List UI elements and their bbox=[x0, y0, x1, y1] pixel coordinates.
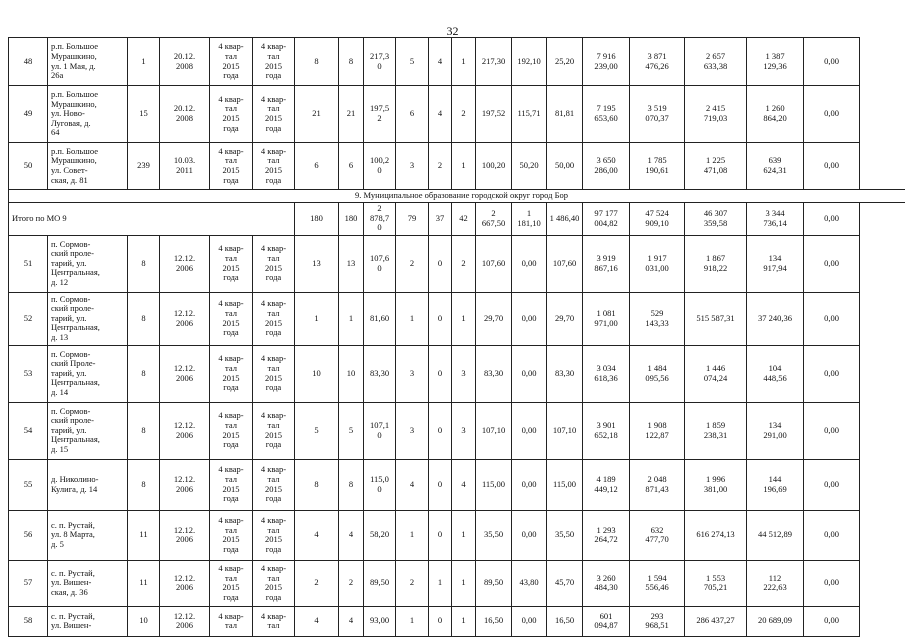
cell-m: 616 274,13 bbox=[685, 510, 747, 560]
cell-a: 15 bbox=[128, 86, 160, 143]
cell-c: 4 bbox=[339, 606, 364, 636]
cell-i: 0,00 bbox=[512, 459, 547, 510]
section-row bbox=[9, 190, 905, 203]
cell-e: 3 bbox=[396, 345, 429, 402]
cell-k: 4 189 449,12 bbox=[583, 459, 630, 510]
cell-g: 1 bbox=[452, 606, 476, 636]
cell-j: 107,60 bbox=[547, 235, 583, 292]
cell-o: 0,00 bbox=[804, 510, 860, 560]
cell-b: 13 bbox=[295, 235, 339, 292]
cell-m: 1 225 471,08 bbox=[685, 143, 747, 190]
cell-c: 4 bbox=[339, 510, 364, 560]
cell-b: 2 bbox=[295, 560, 339, 606]
cell-c: 8 bbox=[339, 459, 364, 510]
cell-q1: 4 квар- тал 2015 года bbox=[210, 235, 253, 292]
cell-j: 81,81 bbox=[547, 86, 583, 143]
cell-o: 0,00 bbox=[804, 292, 860, 345]
cell-f: 0 bbox=[429, 292, 452, 345]
section-title: 9. Муниципальное образование городской округ город Бор bbox=[9, 190, 905, 203]
cell-q1: 4 квар- тал 2015 года bbox=[210, 560, 253, 606]
cell-q2: 4 квар- тал 2015 года bbox=[253, 345, 295, 402]
cell-j: 115,00 bbox=[547, 459, 583, 510]
cell-m: 1 553 705,21 bbox=[685, 560, 747, 606]
cell-q1: 4 квар- тал 2015 года bbox=[210, 345, 253, 402]
cell-q1: 4 квар- тал bbox=[210, 606, 253, 636]
cell-c: 10 bbox=[339, 345, 364, 402]
cell-k: 3 260 484,30 bbox=[583, 560, 630, 606]
cell-f: 0 bbox=[429, 459, 452, 510]
cell-l: 47 524 909,10 bbox=[630, 202, 685, 235]
cell-f: 4 bbox=[429, 38, 452, 86]
cell-f: 0 bbox=[429, 402, 452, 459]
housing-program-table bbox=[8, 37, 905, 637]
cell-c: 6 bbox=[339, 143, 364, 190]
cell-o: 0,00 bbox=[804, 560, 860, 606]
cell-c: 5 bbox=[339, 402, 364, 459]
cell-i: 1 181,10 bbox=[512, 202, 547, 235]
cell-q1: 4 квар- тал 2015 года bbox=[210, 510, 253, 560]
cell-n: 1 387 129,36 bbox=[747, 38, 804, 86]
cell-h: 107,10 bbox=[476, 402, 512, 459]
cell-addr: с. п. Рустай, ул. Вишен- ская, д. 36 bbox=[48, 560, 128, 606]
cell-g: 1 bbox=[452, 143, 476, 190]
cell-f: 0 bbox=[429, 606, 452, 636]
cell-l: 1 484 095,56 bbox=[630, 345, 685, 402]
cell-m: 2 657 633,38 bbox=[685, 38, 747, 86]
cell-m: 1 867 918,22 bbox=[685, 235, 747, 292]
total-row bbox=[9, 202, 905, 235]
cell-no: 54 bbox=[9, 402, 48, 459]
cell-q1: 4 квар- тал 2015 года bbox=[210, 143, 253, 190]
cell-f: 0 bbox=[429, 510, 452, 560]
table-row bbox=[9, 235, 905, 292]
cell-l: 3 871 476,26 bbox=[630, 38, 685, 86]
cell-a: 239 bbox=[128, 143, 160, 190]
cell-d: 89,50 bbox=[364, 560, 396, 606]
cell-e: 3 bbox=[396, 143, 429, 190]
cell-f: 37 bbox=[429, 202, 452, 235]
cell-h: 89,50 bbox=[476, 560, 512, 606]
cell-c: 8 bbox=[339, 38, 364, 86]
cell-o: 0,00 bbox=[804, 235, 860, 292]
cell-i: 43,80 bbox=[512, 560, 547, 606]
cell-n: 112 222,63 bbox=[747, 560, 804, 606]
cell-b: 180 bbox=[295, 202, 339, 235]
cell-q2: 4 квар- тал 2015 года bbox=[253, 402, 295, 459]
cell-e: 79 bbox=[396, 202, 429, 235]
cell-e: 1 bbox=[396, 606, 429, 636]
cell-i: 0,00 bbox=[512, 510, 547, 560]
cell-addr: р.п. Большое Мурашкино, ул. Ново- Луговая, д. 64 bbox=[48, 86, 128, 143]
cell-b: 4 bbox=[295, 510, 339, 560]
cell-n: 104 448,56 bbox=[747, 345, 804, 402]
cell-addr: п. Сормов- ский проле- тарий, ул. Центральная, д. 12 bbox=[48, 235, 128, 292]
page-number: 32 bbox=[446, 24, 459, 38]
cell-i: 50,20 bbox=[512, 143, 547, 190]
cell-l: 1 594 556,46 bbox=[630, 560, 685, 606]
cell-h: 197,52 bbox=[476, 86, 512, 143]
cell-l: 632 477,70 bbox=[630, 510, 685, 560]
cell-j: 107,10 bbox=[547, 402, 583, 459]
cell-j: 83,30 bbox=[547, 345, 583, 402]
cell-b: 5 bbox=[295, 402, 339, 459]
cell-i: 192,10 bbox=[512, 38, 547, 86]
cell-date: 12.12. 2006 bbox=[160, 402, 210, 459]
cell-f: 2 bbox=[429, 143, 452, 190]
cell-k: 7 916 239,00 bbox=[583, 38, 630, 86]
cell-addr: с. п. Рустай, ул. 8 Марта, д. 5 bbox=[48, 510, 128, 560]
cell-k: 3 650 286,00 bbox=[583, 143, 630, 190]
cell-q2: 4 квар- тал 2015 года bbox=[253, 560, 295, 606]
cell-l: 2 048 871,43 bbox=[630, 459, 685, 510]
cell-h: 217,30 bbox=[476, 38, 512, 86]
cell-d: 2 878,7 0 bbox=[364, 202, 396, 235]
cell-h: 107,60 bbox=[476, 235, 512, 292]
cell-k: 97 177 004,82 bbox=[583, 202, 630, 235]
cell-q1: 4 квар- тал 2015 года bbox=[210, 292, 253, 345]
cell-h: 83,30 bbox=[476, 345, 512, 402]
cell-e: 3 bbox=[396, 402, 429, 459]
cell-d: 100,2 0 bbox=[364, 143, 396, 190]
cell-h: 16,50 bbox=[476, 606, 512, 636]
cell-a: 8 bbox=[128, 345, 160, 402]
cell-o: 0,00 bbox=[804, 86, 860, 143]
cell-no: 53 bbox=[9, 345, 48, 402]
cell-e: 5 bbox=[396, 38, 429, 86]
cell-k: 1 081 971,00 bbox=[583, 292, 630, 345]
cell-d: 107,6 0 bbox=[364, 235, 396, 292]
cell-addr: п. Сормов- ский Проле- тарий, ул. Центральная, д. 14 bbox=[48, 345, 128, 402]
cell-date: 12.12. 2006 bbox=[160, 235, 210, 292]
cell-d: 83,30 bbox=[364, 345, 396, 402]
cell-o: 0,00 bbox=[804, 143, 860, 190]
cell-n: 639 624,31 bbox=[747, 143, 804, 190]
cell-q2: 4 квар- тал 2015 года bbox=[253, 510, 295, 560]
cell-g: 1 bbox=[452, 38, 476, 86]
cell-g: 3 bbox=[452, 402, 476, 459]
cell-c: 21 bbox=[339, 86, 364, 143]
cell-m: 2 415 719,03 bbox=[685, 86, 747, 143]
cell-addr: р.п. Большое Мурашкино, ул. 1 Мая, д. 26а bbox=[48, 38, 128, 86]
cell-g: 3 bbox=[452, 345, 476, 402]
cell-d: 93,00 bbox=[364, 606, 396, 636]
cell-i: 0,00 bbox=[512, 345, 547, 402]
table-row bbox=[9, 459, 905, 510]
cell-no: 50 bbox=[9, 143, 48, 190]
cell-no: 52 bbox=[9, 292, 48, 345]
cell-q1: 4 квар- тал 2015 года bbox=[210, 402, 253, 459]
cell-q1: 4 квар- тал 2015 года bbox=[210, 86, 253, 143]
cell-h: 29,70 bbox=[476, 292, 512, 345]
cell-g: 1 bbox=[452, 292, 476, 345]
cell-o: 0,00 bbox=[804, 38, 860, 86]
total-label: Итого по МО 9 bbox=[9, 202, 295, 235]
cell-c: 1 bbox=[339, 292, 364, 345]
cell-b: 8 bbox=[295, 38, 339, 86]
cell-o: 0,00 bbox=[804, 202, 860, 235]
cell-b: 4 bbox=[295, 606, 339, 636]
cell-q2: 4 квар- тал 2015 года bbox=[253, 143, 295, 190]
table-row bbox=[9, 292, 905, 345]
cell-addr: п. Сормов- ский проле- тарий, ул. Центральная, д. 15 bbox=[48, 402, 128, 459]
cell-l: 1 908 122,87 bbox=[630, 402, 685, 459]
cell-k: 3 034 618,36 bbox=[583, 345, 630, 402]
table-row bbox=[9, 143, 905, 190]
cell-k: 3 919 867,16 bbox=[583, 235, 630, 292]
cell-date: 10.03. 2011 bbox=[160, 143, 210, 190]
cell-g: 1 bbox=[452, 510, 476, 560]
table-row bbox=[9, 510, 905, 560]
cell-date: 12.12. 2006 bbox=[160, 510, 210, 560]
cell-n: 3 344 736,14 bbox=[747, 202, 804, 235]
cell-e: 1 bbox=[396, 510, 429, 560]
cell-addr: д. Николино- Кулига, д. 14 bbox=[48, 459, 128, 510]
cell-c: 180 bbox=[339, 202, 364, 235]
cell-g: 42 bbox=[452, 202, 476, 235]
table-row bbox=[9, 402, 905, 459]
cell-f: 1 bbox=[429, 560, 452, 606]
cell-h: 100,20 bbox=[476, 143, 512, 190]
cell-g: 2 bbox=[452, 235, 476, 292]
table-row bbox=[9, 560, 905, 606]
cell-d: 217,3 0 bbox=[364, 38, 396, 86]
cell-b: 1 bbox=[295, 292, 339, 345]
cell-i: 115,71 bbox=[512, 86, 547, 143]
cell-o: 0,00 bbox=[804, 402, 860, 459]
cell-d: 107,1 0 bbox=[364, 402, 396, 459]
cell-m: 46 307 359,58 bbox=[685, 202, 747, 235]
cell-b: 6 bbox=[295, 143, 339, 190]
cell-k: 601 094,87 bbox=[583, 606, 630, 636]
cell-m: 286 437,27 bbox=[685, 606, 747, 636]
cell-h: 115,00 bbox=[476, 459, 512, 510]
cell-q2: 4 квар- тал bbox=[253, 606, 295, 636]
cell-n: 134 291,00 bbox=[747, 402, 804, 459]
cell-l: 1 917 031,00 bbox=[630, 235, 685, 292]
cell-j: 1 486,40 bbox=[547, 202, 583, 235]
cell-i: 0,00 bbox=[512, 292, 547, 345]
cell-f: 4 bbox=[429, 86, 452, 143]
cell-q2: 4 квар- тал 2015 года bbox=[253, 292, 295, 345]
cell-n: 134 917,94 bbox=[747, 235, 804, 292]
cell-date: 20.12. 2008 bbox=[160, 86, 210, 143]
cell-i: 0,00 bbox=[512, 606, 547, 636]
cell-d: 115,0 0 bbox=[364, 459, 396, 510]
cell-e: 2 bbox=[396, 235, 429, 292]
cell-b: 10 bbox=[295, 345, 339, 402]
cell-no: 49 bbox=[9, 86, 48, 143]
cell-q2: 4 квар- тал 2015 года bbox=[253, 38, 295, 86]
cell-j: 29,70 bbox=[547, 292, 583, 345]
cell-j: 50,00 bbox=[547, 143, 583, 190]
cell-k: 1 293 264,72 bbox=[583, 510, 630, 560]
cell-c: 2 bbox=[339, 560, 364, 606]
cell-date: 20.12. 2008 bbox=[160, 38, 210, 86]
cell-a: 11 bbox=[128, 560, 160, 606]
cell-a: 10 bbox=[128, 606, 160, 636]
table-row bbox=[9, 86, 905, 143]
cell-e: 4 bbox=[396, 459, 429, 510]
cell-q2: 4 квар- тал 2015 года bbox=[253, 459, 295, 510]
cell-i: 0,00 bbox=[512, 235, 547, 292]
cell-addr: с. п. Рустай, ул. Вишен- bbox=[48, 606, 128, 636]
cell-e: 2 bbox=[396, 560, 429, 606]
cell-q1: 4 квар- тал 2015 года bbox=[210, 459, 253, 510]
cell-d: 81,60 bbox=[364, 292, 396, 345]
cell-m: 515 587,31 bbox=[685, 292, 747, 345]
cell-f: 0 bbox=[429, 235, 452, 292]
cell-a: 8 bbox=[128, 292, 160, 345]
cell-no: 58 bbox=[9, 606, 48, 636]
cell-date: 12.12. 2006 bbox=[160, 606, 210, 636]
cell-g: 4 bbox=[452, 459, 476, 510]
cell-no: 57 bbox=[9, 560, 48, 606]
cell-l: 529 143,33 bbox=[630, 292, 685, 345]
cell-date: 12.12. 2006 bbox=[160, 345, 210, 402]
cell-date: 12.12. 2006 bbox=[160, 292, 210, 345]
cell-a: 11 bbox=[128, 510, 160, 560]
cell-c: 13 bbox=[339, 235, 364, 292]
cell-n: 20 689,09 bbox=[747, 606, 804, 636]
cell-d: 58,20 bbox=[364, 510, 396, 560]
cell-j: 16,50 bbox=[547, 606, 583, 636]
cell-o: 0,00 bbox=[804, 345, 860, 402]
cell-b: 21 bbox=[295, 86, 339, 143]
cell-o: 0,00 bbox=[804, 459, 860, 510]
cell-l: 3 519 070,37 bbox=[630, 86, 685, 143]
cell-k: 3 901 652,18 bbox=[583, 402, 630, 459]
cell-i: 0,00 bbox=[512, 402, 547, 459]
cell-o: 0,00 bbox=[804, 606, 860, 636]
cell-a: 8 bbox=[128, 235, 160, 292]
cell-l: 1 785 190,61 bbox=[630, 143, 685, 190]
cell-n: 144 196,69 bbox=[747, 459, 804, 510]
cell-m: 1 996 381,00 bbox=[685, 459, 747, 510]
cell-j: 35,50 bbox=[547, 510, 583, 560]
cell-date: 12.12. 2006 bbox=[160, 560, 210, 606]
table-row bbox=[9, 606, 905, 636]
cell-b: 8 bbox=[295, 459, 339, 510]
cell-j: 25,20 bbox=[547, 38, 583, 86]
cell-a: 8 bbox=[128, 402, 160, 459]
cell-m: 1 446 074,24 bbox=[685, 345, 747, 402]
cell-addr: п. Сормов- ский проле- тарий, ул. Центральная, д. 13 bbox=[48, 292, 128, 345]
cell-no: 56 bbox=[9, 510, 48, 560]
table-row bbox=[9, 345, 905, 402]
cell-addr: р.п. Большое Мурашкино, ул. Совет- ская, д. 81 bbox=[48, 143, 128, 190]
cell-h: 2 667,50 bbox=[476, 202, 512, 235]
cell-no: 55 bbox=[9, 459, 48, 510]
cell-e: 1 bbox=[396, 292, 429, 345]
cell-j: 45,70 bbox=[547, 560, 583, 606]
cell-a: 1 bbox=[128, 38, 160, 86]
cell-n: 1 260 864,20 bbox=[747, 86, 804, 143]
cell-f: 0 bbox=[429, 345, 452, 402]
cell-h: 35,50 bbox=[476, 510, 512, 560]
cell-a: 8 bbox=[128, 459, 160, 510]
cell-d: 197,5 2 bbox=[364, 86, 396, 143]
cell-date: 12.12. 2006 bbox=[160, 459, 210, 510]
cell-q1: 4 квар- тал 2015 года bbox=[210, 38, 253, 86]
cell-e: 6 bbox=[396, 86, 429, 143]
cell-q2: 4 квар- тал 2015 года bbox=[253, 235, 295, 292]
cell-l: 293 968,51 bbox=[630, 606, 685, 636]
cell-n: 37 240,36 bbox=[747, 292, 804, 345]
cell-k: 7 195 653,60 bbox=[583, 86, 630, 143]
cell-n: 44 512,89 bbox=[747, 510, 804, 560]
cell-g: 2 bbox=[452, 86, 476, 143]
cell-g: 1 bbox=[452, 560, 476, 606]
cell-q2: 4 квар- тал 2015 года bbox=[253, 86, 295, 143]
cell-no: 48 bbox=[9, 38, 48, 86]
table-row bbox=[9, 38, 905, 86]
cell-no: 51 bbox=[9, 235, 48, 292]
cell-m: 1 859 238,31 bbox=[685, 402, 747, 459]
